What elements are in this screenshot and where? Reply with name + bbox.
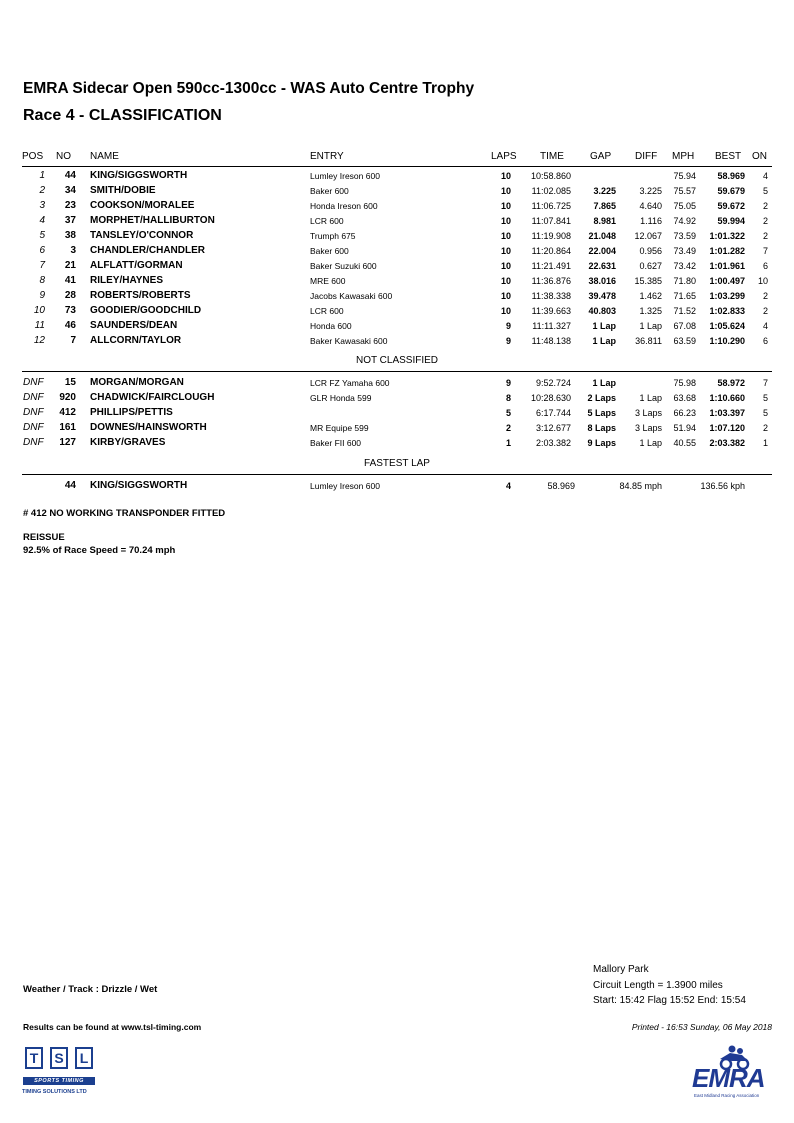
fastest-lap-row bbox=[0, 479, 794, 494]
cell-laps: 10 bbox=[500, 306, 511, 316]
cell-pos: 4 bbox=[39, 215, 45, 226]
cell-gap: 9 Laps bbox=[587, 438, 616, 448]
table-row bbox=[0, 421, 794, 436]
section-divider bbox=[22, 474, 772, 475]
cell-name: TANSLEY/O'CONNOR bbox=[90, 230, 194, 241]
cell-gap: 7.865 bbox=[593, 201, 616, 211]
cell-laps: 10 bbox=[500, 246, 511, 256]
cell-diff: 1.325 bbox=[639, 306, 662, 316]
cell-no: 37 bbox=[64, 215, 76, 226]
cell-on: 5 bbox=[762, 186, 768, 196]
cell-no: 412 bbox=[59, 407, 76, 418]
cell-diff: 12.067 bbox=[634, 231, 662, 241]
cell-laps: 5 bbox=[505, 408, 511, 418]
cell-diff: 4.640 bbox=[639, 201, 662, 211]
col-name: NAME bbox=[90, 151, 119, 162]
col-pos: POS bbox=[22, 151, 44, 162]
cell-diff: 3 Laps bbox=[634, 408, 662, 418]
cell-on: 5 bbox=[762, 408, 768, 418]
cell-gap: 39.478 bbox=[588, 291, 616, 301]
cell-best: 1:02.833 bbox=[709, 306, 745, 316]
col-laps: LAPS bbox=[491, 151, 517, 162]
cell-best: 1:01.322 bbox=[709, 231, 745, 241]
col-time: TIME bbox=[540, 151, 564, 162]
tsl-band: SPORTS TIMING bbox=[23, 1077, 95, 1085]
cell-name: MORPHET/HALLIBURTON bbox=[90, 215, 215, 226]
section-divider bbox=[22, 371, 772, 372]
cell-time: 11:11.327 bbox=[532, 321, 571, 331]
cell-on: 1 bbox=[762, 438, 768, 448]
cell-time: 11:20.864 bbox=[531, 246, 571, 256]
cell-pos: DNF bbox=[23, 377, 44, 388]
cell-on: 2 bbox=[762, 306, 768, 316]
cell-gap: 1 Lap bbox=[592, 378, 616, 388]
cell-no: 21 bbox=[64, 260, 76, 271]
cell-best: 58.969 bbox=[717, 171, 745, 181]
table-row bbox=[0, 391, 794, 406]
cell-on: 6 bbox=[762, 336, 768, 346]
cell-time: 11:21.491 bbox=[531, 261, 571, 271]
cell-pos: 6 bbox=[39, 245, 45, 256]
results-link[interactable]: Results can be found at www.tsl-timing.com bbox=[23, 1022, 202, 1032]
cell-gap: 22.631 bbox=[588, 261, 616, 271]
table-row bbox=[0, 184, 794, 199]
cell-name: COOKSON/MORALEE bbox=[90, 200, 195, 211]
cell-mph: 73.42 bbox=[673, 261, 696, 271]
col-entry: ENTRY bbox=[310, 151, 344, 162]
fastest-mph: 84.85 mph bbox=[619, 481, 662, 491]
col-on: ON bbox=[752, 151, 767, 162]
cell-time: 11:38.338 bbox=[531, 291, 571, 301]
cell-entry: LCR 600 bbox=[310, 216, 344, 226]
cell-on: 2 bbox=[762, 216, 768, 226]
transponder-note: # 412 NO WORKING TRANSPONDER FITTED bbox=[23, 508, 226, 519]
cell-pos: 1 bbox=[39, 170, 45, 181]
tsl-company-name: TIMING SOLUTIONS LTD bbox=[22, 1089, 87, 1095]
fastest-entry: Lumley Ireson 600 bbox=[310, 481, 380, 491]
cell-mph: 75.57 bbox=[673, 186, 696, 196]
cell-pos: 9 bbox=[39, 290, 45, 301]
cell-pos: DNF bbox=[23, 407, 44, 418]
fastest-kph: 136.56 kph bbox=[700, 481, 745, 491]
race-speed-note: 92.5% of Race Speed = 70.24 mph bbox=[23, 545, 176, 556]
cell-time: 11:06.725 bbox=[531, 201, 571, 211]
cell-name: SMITH/DOBIE bbox=[90, 185, 156, 196]
cell-time: 9:52.724 bbox=[535, 378, 571, 388]
emra-subtitle: East Midland Racing Association bbox=[694, 1093, 760, 1098]
cell-no: 46 bbox=[64, 320, 76, 331]
cell-pos: 5 bbox=[39, 230, 45, 241]
col-gap: GAP bbox=[590, 151, 612, 162]
cell-mph: 71.80 bbox=[673, 276, 696, 286]
cell-diff: 1 Lap bbox=[639, 393, 662, 403]
cell-name: SAUNDERS/DEAN bbox=[90, 320, 178, 331]
cell-name: DOWNES/HAINSWORTH bbox=[90, 422, 207, 433]
cell-entry: MRE 600 bbox=[310, 276, 346, 286]
cell-name: KIRBY/GRAVES bbox=[90, 437, 166, 448]
cell-gap: 1 Lap bbox=[592, 336, 616, 346]
cell-best: 1:03.299 bbox=[709, 291, 745, 301]
fastest-no: 44 bbox=[64, 480, 76, 491]
table-row bbox=[0, 289, 794, 304]
table-row bbox=[0, 406, 794, 421]
cell-mph: 63.68 bbox=[673, 393, 696, 403]
cell-on: 10 bbox=[757, 276, 768, 286]
cell-pos: 12 bbox=[33, 335, 45, 346]
cell-gap: 1 Lap bbox=[592, 321, 616, 331]
cell-diff: 1.462 bbox=[639, 291, 662, 301]
cell-laps: 10 bbox=[500, 186, 511, 196]
cell-time: 11:19.908 bbox=[531, 231, 571, 241]
cell-mph: 51.94 bbox=[673, 423, 696, 433]
tsl-letter-s: S bbox=[50, 1047, 68, 1069]
not-classified-label: NOT CLASSIFIED bbox=[355, 355, 439, 366]
cell-no: 15 bbox=[64, 377, 76, 388]
cell-best: 1:10.290 bbox=[709, 336, 745, 346]
cell-mph: 66.23 bbox=[673, 408, 696, 418]
cell-no: 38 bbox=[64, 230, 76, 241]
cell-no: 44 bbox=[64, 170, 76, 181]
cell-name: MORGAN/MORGAN bbox=[90, 377, 184, 388]
cell-entry: Baker Suzuki 600 bbox=[310, 261, 377, 271]
cell-mph: 71.65 bbox=[673, 291, 696, 301]
col-best: BEST bbox=[715, 151, 742, 162]
cell-on: 2 bbox=[762, 231, 768, 241]
cell-pos: DNF bbox=[23, 422, 44, 433]
cell-on: 4 bbox=[762, 171, 768, 181]
cell-name: ROBERTS/ROBERTS bbox=[90, 290, 191, 301]
cell-mph: 71.52 bbox=[673, 306, 696, 316]
header-divider bbox=[22, 166, 772, 167]
cell-on: 4 bbox=[762, 321, 768, 331]
venue: Mallory Park bbox=[593, 964, 649, 975]
cell-laps: 10 bbox=[500, 276, 511, 286]
cell-best: 1:05.624 bbox=[709, 321, 745, 331]
report-title: EMRA Sidecar Open 590cc-1300cc - WAS Auto Centre Trophy bbox=[23, 80, 475, 97]
cell-mph: 63.59 bbox=[673, 336, 696, 346]
cell-no: 34 bbox=[64, 185, 76, 196]
table-row bbox=[0, 214, 794, 229]
cell-diff: 36.811 bbox=[635, 336, 662, 346]
cell-best: 1:01.961 bbox=[709, 261, 745, 271]
cell-on: 2 bbox=[762, 423, 768, 433]
cell-time: 11:02.085 bbox=[531, 186, 571, 196]
cell-no: 7 bbox=[70, 335, 76, 346]
col-diff: DIFF bbox=[635, 151, 658, 162]
cell-best: 59.679 bbox=[717, 186, 745, 196]
cell-entry: Baker FII 600 bbox=[310, 438, 362, 448]
cell-no: 920 bbox=[59, 392, 76, 403]
cell-time: 10:28.630 bbox=[530, 393, 571, 403]
col-mph: MPH bbox=[672, 151, 695, 162]
cell-pos: 7 bbox=[39, 260, 45, 271]
cell-mph: 75.94 bbox=[673, 171, 696, 181]
cell-no: 3 bbox=[70, 245, 76, 256]
cell-name: CHANDLER/CHANDLER bbox=[90, 245, 205, 256]
cell-entry: Baker 600 bbox=[310, 186, 349, 196]
cell-best: 2:03.382 bbox=[709, 438, 745, 448]
cell-diff: 1 Lap bbox=[639, 438, 662, 448]
cell-no: 73 bbox=[64, 305, 76, 316]
cell-mph: 74.92 bbox=[673, 216, 696, 226]
cell-mph: 40.55 bbox=[673, 438, 696, 448]
cell-gap: 3.225 bbox=[593, 186, 616, 196]
cell-name: RILEY/HAYNES bbox=[90, 275, 163, 286]
circuit-length: Circuit Length = 1.3900 miles bbox=[593, 980, 723, 991]
cell-mph: 67.08 bbox=[673, 321, 696, 331]
cell-laps: 1 bbox=[505, 438, 511, 448]
cell-best: 1:07.120 bbox=[709, 423, 745, 433]
cell-no: 28 bbox=[64, 290, 76, 301]
cell-laps: 9 bbox=[505, 336, 511, 346]
cell-entry: Lumley Ireson 600 bbox=[310, 171, 380, 181]
cell-laps: 10 bbox=[500, 231, 511, 241]
cell-best: 1:01.282 bbox=[709, 246, 745, 256]
cell-time: 11:36.876 bbox=[531, 276, 571, 286]
cell-gap: 21.048 bbox=[588, 231, 616, 241]
table-row bbox=[0, 199, 794, 214]
cell-pos: 8 bbox=[39, 275, 45, 286]
cell-gap: 8 Laps bbox=[587, 423, 616, 433]
cell-mph: 75.05 bbox=[673, 201, 696, 211]
cell-entry: LCR 600 bbox=[310, 306, 344, 316]
cell-time: 11:39.663 bbox=[531, 306, 571, 316]
cell-laps: 9 bbox=[505, 378, 511, 388]
cell-entry: Honda 600 bbox=[310, 321, 352, 331]
cell-time: 3:12.677 bbox=[535, 423, 571, 433]
cell-on: 2 bbox=[762, 201, 768, 211]
cell-gap: 40.803 bbox=[588, 306, 616, 316]
cell-diff: 3.225 bbox=[639, 186, 662, 196]
cell-time: 10:58.860 bbox=[530, 171, 571, 181]
fastest-lap-label: FASTEST LAP bbox=[364, 458, 430, 469]
fastest-time: 58.969 bbox=[547, 481, 575, 491]
cell-diff: 3 Laps bbox=[634, 423, 662, 433]
report-subtitle: Race 4 - CLASSIFICATION bbox=[23, 107, 222, 124]
cell-time: 6:17.744 bbox=[535, 408, 571, 418]
cell-best: 1:00.497 bbox=[709, 276, 745, 286]
table-row bbox=[0, 244, 794, 259]
col-no: NO bbox=[56, 151, 71, 162]
table-row bbox=[0, 304, 794, 319]
table-row bbox=[0, 376, 794, 391]
tsl-letter-t: T bbox=[25, 1047, 43, 1069]
cell-name: ALFLATT/GORMAN bbox=[90, 260, 183, 271]
cell-on: 7 bbox=[762, 378, 768, 388]
cell-laps: 2 bbox=[505, 423, 511, 433]
cell-mph: 73.59 bbox=[673, 231, 696, 241]
table-row bbox=[0, 169, 794, 184]
cell-gap: 2 Laps bbox=[587, 393, 616, 403]
cell-name: GOODIER/GOODCHILD bbox=[90, 305, 202, 316]
cell-best: 58.972 bbox=[717, 378, 745, 388]
cell-mph: 75.98 bbox=[673, 378, 696, 388]
cell-entry: Jacobs Kawasaki 600 bbox=[310, 291, 393, 301]
tsl-letter-l: L bbox=[75, 1047, 93, 1069]
cell-entry: MR Equipe 599 bbox=[310, 423, 369, 433]
cell-on: 5 bbox=[762, 393, 768, 403]
table-row bbox=[0, 274, 794, 289]
table-header bbox=[0, 151, 794, 165]
cell-time: 2:03.382 bbox=[535, 438, 571, 448]
cell-diff: 1 Lap bbox=[639, 321, 662, 331]
race-times: Start: 15:42 Flag 15:52 End: 15:54 bbox=[593, 995, 746, 1006]
table-row bbox=[0, 319, 794, 334]
cell-pos: 10 bbox=[33, 305, 45, 316]
cell-gap: 5 Laps bbox=[587, 408, 616, 418]
weather-track: Weather / Track : Drizzle / Wet bbox=[23, 984, 158, 995]
reissue-note: REISSUE bbox=[23, 532, 65, 543]
cell-name: PHILLIPS/PETTIS bbox=[90, 407, 173, 418]
cell-time: 11:48.138 bbox=[531, 336, 571, 346]
cell-on: 2 bbox=[762, 291, 768, 301]
cell-best: 1:10.660 bbox=[709, 393, 745, 403]
cell-diff: 0.627 bbox=[639, 261, 662, 271]
table-row bbox=[0, 436, 794, 451]
cell-entry: Trumph 675 bbox=[310, 231, 356, 241]
cell-gap: 22.004 bbox=[588, 246, 616, 256]
fastest-lap-number: 4 bbox=[505, 481, 511, 491]
cell-pos: 3 bbox=[39, 200, 45, 211]
cell-name: KING/SIGGSWORTH bbox=[90, 170, 188, 181]
printed-timestamp: Printed - 16:53 Sunday, 06 May 2018 bbox=[631, 1022, 772, 1032]
cell-time: 11:07.841 bbox=[531, 216, 571, 226]
cell-name: CHADWICK/FAIRCLOUGH bbox=[90, 392, 215, 403]
cell-best: 59.994 bbox=[717, 216, 745, 226]
cell-name: ALLCORN/TAYLOR bbox=[90, 335, 182, 346]
cell-on: 7 bbox=[762, 246, 768, 256]
cell-on: 6 bbox=[762, 261, 768, 271]
cell-pos: DNF bbox=[23, 392, 44, 403]
cell-laps: 10 bbox=[500, 261, 511, 271]
cell-best: 1:03.397 bbox=[709, 408, 745, 418]
cell-entry: Honda Ireson 600 bbox=[310, 201, 378, 211]
cell-gap: 8.981 bbox=[593, 216, 616, 226]
cell-no: 41 bbox=[64, 275, 76, 286]
cell-pos: 2 bbox=[39, 185, 45, 196]
cell-laps: 10 bbox=[500, 201, 511, 211]
cell-entry: Baker 600 bbox=[310, 246, 349, 256]
cell-laps: 10 bbox=[500, 291, 511, 301]
cell-laps: 8 bbox=[505, 393, 511, 403]
cell-pos: 11 bbox=[34, 320, 45, 331]
cell-entry: GLR Honda 599 bbox=[310, 393, 372, 403]
cell-entry: LCR FZ Yamaha 600 bbox=[310, 378, 390, 388]
cell-mph: 73.49 bbox=[673, 246, 696, 256]
emra-wordmark: EMRA bbox=[692, 1063, 765, 1093]
table-row bbox=[0, 259, 794, 274]
cell-no: 127 bbox=[59, 437, 76, 448]
cell-laps: 10 bbox=[500, 171, 511, 181]
cell-no: 161 bbox=[59, 422, 76, 433]
cell-diff: 0.956 bbox=[639, 246, 662, 256]
cell-diff: 1.116 bbox=[640, 216, 662, 226]
fastest-name: KING/SIGGSWORTH bbox=[90, 480, 188, 491]
cell-best: 59.672 bbox=[717, 201, 745, 211]
cell-laps: 10 bbox=[500, 216, 511, 226]
table-row bbox=[0, 229, 794, 244]
cell-diff: 15.385 bbox=[634, 276, 662, 286]
cell-laps: 9 bbox=[505, 321, 511, 331]
cell-no: 23 bbox=[64, 200, 76, 211]
cell-entry: Baker Kawasaki 600 bbox=[310, 336, 388, 346]
cell-gap: 38.016 bbox=[588, 276, 616, 286]
cell-pos: DNF bbox=[23, 437, 44, 448]
table-row bbox=[0, 334, 794, 349]
